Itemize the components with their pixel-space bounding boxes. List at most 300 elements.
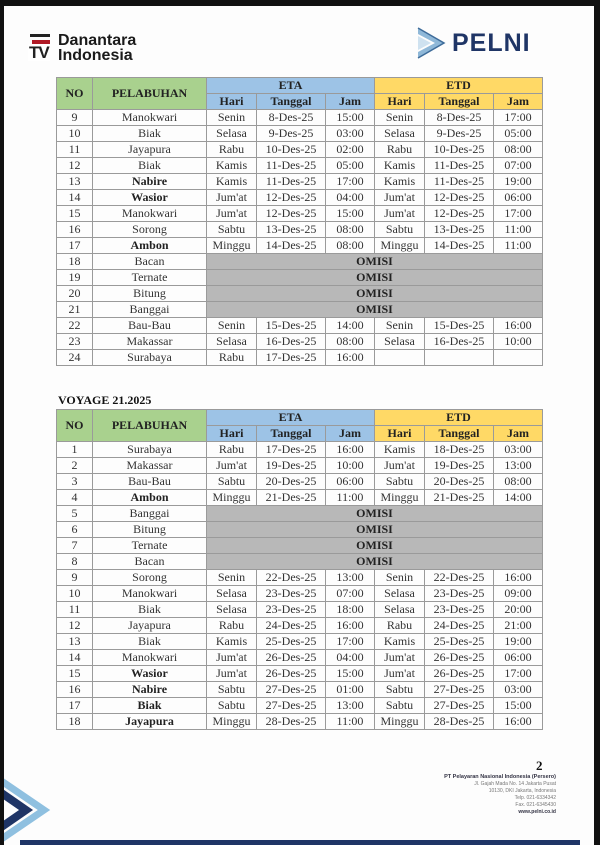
table-row — [57, 158, 543, 174]
cell-eta-jam: 13:00 — [326, 570, 375, 586]
cell-eta-tanggal: 20-Des-25 — [257, 474, 326, 490]
cell-port: Ambon — [93, 238, 207, 254]
cell-etd-hari: Minggu — [375, 490, 425, 506]
table-row — [57, 442, 543, 458]
cell-no: 10 — [57, 126, 93, 142]
cell-omisi: OMISI — [207, 254, 543, 270]
cell-eta-tanggal: 23-Des-25 — [257, 586, 326, 602]
col-header-eta: ETA — [207, 410, 375, 426]
table-row — [57, 350, 543, 366]
cell-port: Biak — [93, 634, 207, 650]
cell-etd-tanggal: 27-Des-25 — [425, 682, 494, 698]
table-row — [57, 618, 543, 634]
cell-etd-tanggal: 15-Des-25 — [425, 318, 494, 334]
col-header-eta-tanggal: Tanggal — [257, 94, 326, 110]
cell-eta-jam: 04:00 — [326, 190, 375, 206]
cell-etd-jam: 05:00 — [494, 126, 543, 142]
table-row — [57, 666, 543, 682]
cell-eta-jam: 11:00 — [326, 490, 375, 506]
table-row — [57, 318, 543, 334]
cell-no: 3 — [57, 474, 93, 490]
footer-address-1: Jl. Gajah Mada No. 14 Jakarta Pusat — [474, 781, 556, 787]
cell-etd-tanggal: 16-Des-25 — [425, 334, 494, 350]
cell-eta-hari: Rabu — [207, 618, 257, 634]
cell-eta-jam: 08:00 — [326, 238, 375, 254]
cell-eta-hari: Sabtu — [207, 474, 257, 490]
cell-eta-tanggal: 12-Des-25 — [257, 190, 326, 206]
cell-etd-tanggal: 19-Des-25 — [425, 458, 494, 474]
cell-etd-tanggal: 22-Des-25 — [425, 570, 494, 586]
cell-eta-jam: 16:00 — [326, 618, 375, 634]
table-row — [57, 270, 543, 286]
table-row — [57, 714, 543, 730]
cell-etd-hari — [375, 350, 425, 366]
cell-port: Manokwari — [93, 650, 207, 666]
cell-etd-tanggal: 14-Des-25 — [425, 238, 494, 254]
cell-etd-hari: Sabtu — [375, 682, 425, 698]
cell-no: 10 — [57, 586, 93, 602]
cell-etd-jam: 03:00 — [494, 442, 543, 458]
cell-eta-tanggal: 17-Des-25 — [257, 350, 326, 366]
table-row — [57, 586, 543, 602]
cell-eta-hari: Sabtu — [207, 222, 257, 238]
cell-eta-jam: 07:00 — [326, 586, 375, 602]
cell-port: Banggai — [93, 302, 207, 318]
cell-no: 16 — [57, 222, 93, 238]
cell-port: Makassar — [93, 334, 207, 350]
cell-no: 18 — [57, 254, 93, 270]
cell-eta-jam: 08:00 — [326, 222, 375, 238]
cell-eta-tanggal: 26-Des-25 — [257, 650, 326, 666]
cell-etd-jam: 20:00 — [494, 602, 543, 618]
cell-eta-hari: Jum'at — [207, 206, 257, 222]
cell-etd-hari: Kamis — [375, 174, 425, 190]
cell-eta-tanggal: 9-Des-25 — [257, 126, 326, 142]
cell-omisi: OMISI — [207, 506, 543, 522]
col-header-no: NO — [57, 78, 93, 110]
cell-etd-hari: Senin — [375, 570, 425, 586]
cell-etd-hari: Selasa — [375, 126, 425, 142]
cell-no: 9 — [57, 110, 93, 126]
cell-eta-hari: Senin — [207, 110, 257, 126]
cell-no: 8 — [57, 554, 93, 570]
table-row — [57, 554, 543, 570]
cell-eta-tanggal: 19-Des-25 — [257, 458, 326, 474]
cell-eta-jam: 15:00 — [326, 206, 375, 222]
page-number: 2 — [536, 758, 543, 773]
cell-etd-hari: Minggu — [375, 714, 425, 730]
col-header-eta-jam: Jam — [326, 94, 375, 110]
cell-eta-jam: 03:00 — [326, 126, 375, 142]
cell-no: 14 — [57, 190, 93, 206]
cell-etd-tanggal: 23-Des-25 — [425, 602, 494, 618]
table-row — [57, 522, 543, 538]
logo-line-2: Indonesia — [58, 47, 133, 64]
cell-eta-jam: 10:00 — [326, 458, 375, 474]
cell-etd-jam: 13:00 — [494, 458, 543, 474]
cell-port: Jayapura — [93, 142, 207, 158]
col-header-etd-hari: Hari — [375, 426, 425, 442]
cell-etd-tanggal: 27-Des-25 — [425, 698, 494, 714]
table-row — [57, 334, 543, 350]
voyage-title: VOYAGE 21.2025 — [58, 393, 152, 407]
cell-eta-tanggal: 14-Des-25 — [257, 238, 326, 254]
cell-eta-tanggal: 15-Des-25 — [257, 318, 326, 334]
cell-port: Wasior — [93, 666, 207, 682]
cell-etd-hari: Senin — [375, 110, 425, 126]
cell-eta-jam: 05:00 — [326, 158, 375, 174]
cell-omisi: OMISI — [207, 286, 543, 302]
table-row — [57, 126, 543, 142]
cell-etd-jam: 08:00 — [494, 142, 543, 158]
cell-no: 11 — [57, 602, 93, 618]
cell-port: Makassar — [93, 458, 207, 474]
cell-etd-tanggal: 21-Des-25 — [425, 490, 494, 506]
cell-etd-tanggal: 18-Des-25 — [425, 442, 494, 458]
footer-phone: Telp. 021-6334342 — [514, 795, 556, 801]
cell-etd-tanggal: 12-Des-25 — [425, 190, 494, 206]
table-row — [57, 458, 543, 474]
cell-eta-jam: 17:00 — [326, 174, 375, 190]
cell-eta-tanggal: 8-Des-25 — [257, 110, 326, 126]
cell-eta-hari: Senin — [207, 570, 257, 586]
col-header-no: NO — [57, 410, 93, 442]
cell-etd-tanggal: 24-Des-25 — [425, 618, 494, 634]
cell-eta-tanggal: 11-Des-25 — [257, 158, 326, 174]
cell-port: Biak — [93, 126, 207, 142]
cell-etd-jam: 17:00 — [494, 206, 543, 222]
cell-etd-tanggal: 10-Des-25 — [425, 142, 494, 158]
table-row — [57, 650, 543, 666]
table-row — [57, 506, 543, 522]
cell-etd-jam: 19:00 — [494, 634, 543, 650]
table-row — [57, 490, 543, 506]
cell-eta-tanggal: 17-Des-25 — [257, 442, 326, 458]
cell-no: 24 — [57, 350, 93, 366]
cell-eta-hari: Sabtu — [207, 698, 257, 714]
col-header-etd-jam: Jam — [494, 94, 543, 110]
table-row — [57, 174, 543, 190]
cell-etd-hari: Rabu — [375, 142, 425, 158]
cell-eta-hari: Minggu — [207, 238, 257, 254]
cell-eta-hari: Rabu — [207, 350, 257, 366]
col-header-etd: ETD — [375, 78, 543, 94]
table-row — [57, 474, 543, 490]
cell-eta-hari: Jum'at — [207, 190, 257, 206]
footer-chevron-icon — [4, 776, 56, 844]
logo-line-1: Danantara — [58, 32, 137, 49]
cell-port: Ambon — [93, 490, 207, 506]
cell-etd-hari: Kamis — [375, 634, 425, 650]
cell-etd-jam: 19:00 — [494, 174, 543, 190]
cell-no: 18 — [57, 714, 93, 730]
cell-no: 12 — [57, 618, 93, 634]
cell-no: 22 — [57, 318, 93, 334]
cell-port: Sorong — [93, 222, 207, 238]
cell-eta-hari: Selasa — [207, 126, 257, 142]
document-page — [4, 6, 594, 845]
cell-no: 14 — [57, 650, 93, 666]
cell-etd-jam: 14:00 — [494, 490, 543, 506]
cell-port: Banggai — [93, 506, 207, 522]
col-header-eta-hari: Hari — [207, 94, 257, 110]
cell-etd-jam: 11:00 — [494, 222, 543, 238]
cell-omisi: OMISI — [207, 522, 543, 538]
cell-eta-tanggal: 28-Des-25 — [257, 714, 326, 730]
cell-no: 4 — [57, 490, 93, 506]
cell-eta-jam: 14:00 — [326, 318, 375, 334]
cell-eta-tanggal: 16-Des-25 — [257, 334, 326, 350]
cell-eta-jam: 18:00 — [326, 602, 375, 618]
cell-etd-hari: Jum'at — [375, 206, 425, 222]
col-header-etd-hari: Hari — [375, 94, 425, 110]
cell-no: 15 — [57, 666, 93, 682]
cell-eta-tanggal: 10-Des-25 — [257, 142, 326, 158]
cell-port: Sorong — [93, 570, 207, 586]
cell-port: Biak — [93, 698, 207, 714]
cell-etd-hari: Jum'at — [375, 650, 425, 666]
schedule-table-1 — [56, 77, 543, 366]
cell-etd-tanggal: 26-Des-25 — [425, 650, 494, 666]
cell-port: Bacan — [93, 254, 207, 270]
cell-etd-jam: 07:00 — [494, 158, 543, 174]
cell-eta-hari: Selasa — [207, 334, 257, 350]
cell-port: Bitung — [93, 286, 207, 302]
cell-etd-jam: 17:00 — [494, 110, 543, 126]
footer-website: www.pelni.co.id — [518, 809, 556, 815]
pelni-wordmark: PELNI — [452, 28, 531, 57]
cell-etd-jam: 15:00 — [494, 698, 543, 714]
cell-eta-jam: 17:00 — [326, 634, 375, 650]
cell-eta-tanggal: 25-Des-25 — [257, 634, 326, 650]
cell-etd-jam: 16:00 — [494, 570, 543, 586]
table-row — [57, 302, 543, 318]
cell-eta-jam: 06:00 — [326, 474, 375, 490]
cell-eta-hari: Selasa — [207, 586, 257, 602]
table-row — [57, 634, 543, 650]
cell-eta-jam: 15:00 — [326, 666, 375, 682]
cell-no: 7 — [57, 538, 93, 554]
cell-eta-hari: Jum'at — [207, 666, 257, 682]
table-row — [57, 602, 543, 618]
table-row — [57, 206, 543, 222]
cell-no: 17 — [57, 238, 93, 254]
cell-etd-tanggal: 20-Des-25 — [425, 474, 494, 490]
cell-port: Manokwari — [93, 586, 207, 602]
cell-eta-tanggal: 13-Des-25 — [257, 222, 326, 238]
table-row — [57, 286, 543, 302]
cell-etd-tanggal: 28-Des-25 — [425, 714, 494, 730]
footer-bar — [20, 840, 580, 845]
cell-eta-jam: 02:00 — [326, 142, 375, 158]
cell-etd-tanggal: 8-Des-25 — [425, 110, 494, 126]
cell-eta-jam: 16:00 — [326, 442, 375, 458]
cell-no: 23 — [57, 334, 93, 350]
cell-port: Surabaya — [93, 350, 207, 366]
cell-etd-jam — [494, 350, 543, 366]
cell-port: Wasior — [93, 190, 207, 206]
cell-port: Ternate — [93, 538, 207, 554]
cell-etd-hari: Selasa — [375, 602, 425, 618]
danantara-logo — [28, 28, 136, 68]
cell-etd-hari: Sabtu — [375, 222, 425, 238]
cell-no: 16 — [57, 682, 93, 698]
cell-eta-hari: Senin — [207, 318, 257, 334]
col-header-eta-jam: Jam — [326, 426, 375, 442]
cell-eta-jam: 01:00 — [326, 682, 375, 698]
cell-etd-jam: 10:00 — [494, 334, 543, 350]
footer-address-2: 10130, DKI Jakarta, Indonesia — [488, 788, 556, 794]
cell-eta-tanggal: 26-Des-25 — [257, 666, 326, 682]
table-row — [57, 570, 543, 586]
cell-omisi: OMISI — [207, 554, 543, 570]
footer-company: PT Pelayaran Nasional Indonesia (Persero) — [444, 774, 556, 780]
cell-eta-jam: 15:00 — [326, 110, 375, 126]
cell-port: Surabaya — [93, 442, 207, 458]
cell-port: Ternate — [93, 270, 207, 286]
footer-company-info — [444, 774, 556, 816]
cell-eta-tanggal: 27-Des-25 — [257, 698, 326, 714]
col-header-etd: ETD — [375, 410, 543, 426]
cell-eta-hari: Rabu — [207, 142, 257, 158]
schedule-table-2 — [56, 409, 543, 730]
cell-eta-tanggal: 22-Des-25 — [257, 570, 326, 586]
cell-port: Bacan — [93, 554, 207, 570]
cell-etd-hari: Senin — [375, 318, 425, 334]
col-header-port: PELABUHAN — [93, 410, 207, 442]
cell-etd-hari: Sabtu — [375, 474, 425, 490]
cell-etd-hari: Kamis — [375, 158, 425, 174]
cell-eta-hari: Selasa — [207, 602, 257, 618]
table-row — [57, 238, 543, 254]
cell-no: 13 — [57, 174, 93, 190]
table-row — [57, 110, 543, 126]
cell-etd-hari: Jum'at — [375, 666, 425, 682]
cell-port: Biak — [93, 158, 207, 174]
col-header-etd-jam: Jam — [494, 426, 543, 442]
cell-etd-jam: 16:00 — [494, 318, 543, 334]
cell-eta-jam: 11:00 — [326, 714, 375, 730]
cell-port: Bau-Bau — [93, 318, 207, 334]
cell-etd-hari: Jum'at — [375, 458, 425, 474]
cell-omisi: OMISI — [207, 302, 543, 318]
cell-etd-tanggal: 9-Des-25 — [425, 126, 494, 142]
cell-omisi: OMISI — [207, 538, 543, 554]
cell-etd-tanggal: 23-Des-25 — [425, 586, 494, 602]
cell-etd-jam: 17:00 — [494, 666, 543, 682]
cell-eta-hari: Minggu — [207, 490, 257, 506]
col-header-etd-tanggal: Tanggal — [425, 94, 494, 110]
cell-no: 2 — [57, 458, 93, 474]
cell-eta-hari: Kamis — [207, 634, 257, 650]
col-header-port: PELABUHAN — [93, 78, 207, 110]
cell-eta-tanggal: 24-Des-25 — [257, 618, 326, 634]
cell-no: 1 — [57, 442, 93, 458]
cell-no: 21 — [57, 302, 93, 318]
cell-eta-hari: Kamis — [207, 158, 257, 174]
cell-eta-tanggal: 12-Des-25 — [257, 206, 326, 222]
table-row — [57, 142, 543, 158]
cell-etd-tanggal: 13-Des-25 — [425, 222, 494, 238]
cell-eta-jam: 08:00 — [326, 334, 375, 350]
cell-etd-hari: Minggu — [375, 238, 425, 254]
cell-eta-hari: Minggu — [207, 714, 257, 730]
cell-no: 13 — [57, 634, 93, 650]
col-header-eta-tanggal: Tanggal — [257, 426, 326, 442]
cell-no: 5 — [57, 506, 93, 522]
cell-etd-jam: 03:00 — [494, 682, 543, 698]
cell-port: Jayapura — [93, 714, 207, 730]
cell-no: 12 — [57, 158, 93, 174]
cell-etd-tanggal: 12-Des-25 — [425, 206, 494, 222]
cell-eta-tanggal: 21-Des-25 — [257, 490, 326, 506]
cell-etd-jam: 09:00 — [494, 586, 543, 602]
cell-eta-jam: 13:00 — [326, 698, 375, 714]
cell-eta-tanggal: 27-Des-25 — [257, 682, 326, 698]
footer-fax: Fax. 021-6345430 — [515, 802, 556, 808]
cell-no: 20 — [57, 286, 93, 302]
table-row — [57, 222, 543, 238]
cell-eta-hari: Kamis — [207, 174, 257, 190]
col-header-eta: ETA — [207, 78, 375, 94]
cell-eta-hari: Jum'at — [207, 650, 257, 666]
table-row — [57, 698, 543, 714]
cell-eta-jam: 04:00 — [326, 650, 375, 666]
cell-eta-jam: 16:00 — [326, 350, 375, 366]
cell-port: Manokwari — [93, 110, 207, 126]
table-row — [57, 538, 543, 554]
cell-no: 11 — [57, 142, 93, 158]
col-header-eta-hari: Hari — [207, 426, 257, 442]
cell-eta-tanggal: 23-Des-25 — [257, 602, 326, 618]
tv-logo-icon: TV — [28, 34, 54, 62]
pelni-logo — [416, 26, 531, 60]
cell-etd-jam: 06:00 — [494, 190, 543, 206]
table-row — [57, 254, 543, 270]
cell-etd-jam: 08:00 — [494, 474, 543, 490]
cell-eta-hari: Sabtu — [207, 682, 257, 698]
cell-eta-hari: Jum'at — [207, 458, 257, 474]
cell-etd-tanggal: 25-Des-25 — [425, 634, 494, 650]
pelni-chevron-icon — [416, 26, 446, 60]
cell-port: Manokwari — [93, 206, 207, 222]
cell-etd-jam: 16:00 — [494, 714, 543, 730]
cell-port: Nabire — [93, 174, 207, 190]
cell-no: 17 — [57, 698, 93, 714]
table-row — [57, 682, 543, 698]
cell-port: Bitung — [93, 522, 207, 538]
cell-no: 15 — [57, 206, 93, 222]
cell-etd-hari: Jum'at — [375, 190, 425, 206]
cell-eta-hari: Rabu — [207, 442, 257, 458]
cell-port: Jayapura — [93, 618, 207, 634]
cell-etd-tanggal — [425, 350, 494, 366]
cell-no: 19 — [57, 270, 93, 286]
col-header-etd-tanggal: Tanggal — [425, 426, 494, 442]
cell-port: Nabire — [93, 682, 207, 698]
cell-etd-jam: 06:00 — [494, 650, 543, 666]
cell-etd-tanggal: 11-Des-25 — [425, 158, 494, 174]
cell-no: 9 — [57, 570, 93, 586]
cell-port: Bau-Bau — [93, 474, 207, 490]
cell-etd-jam: 21:00 — [494, 618, 543, 634]
cell-omisi: OMISI — [207, 270, 543, 286]
cell-etd-tanggal: 26-Des-25 — [425, 666, 494, 682]
cell-etd-hari: Selasa — [375, 586, 425, 602]
table-row — [57, 190, 543, 206]
cell-etd-jam: 11:00 — [494, 238, 543, 254]
cell-etd-hari: Sabtu — [375, 698, 425, 714]
